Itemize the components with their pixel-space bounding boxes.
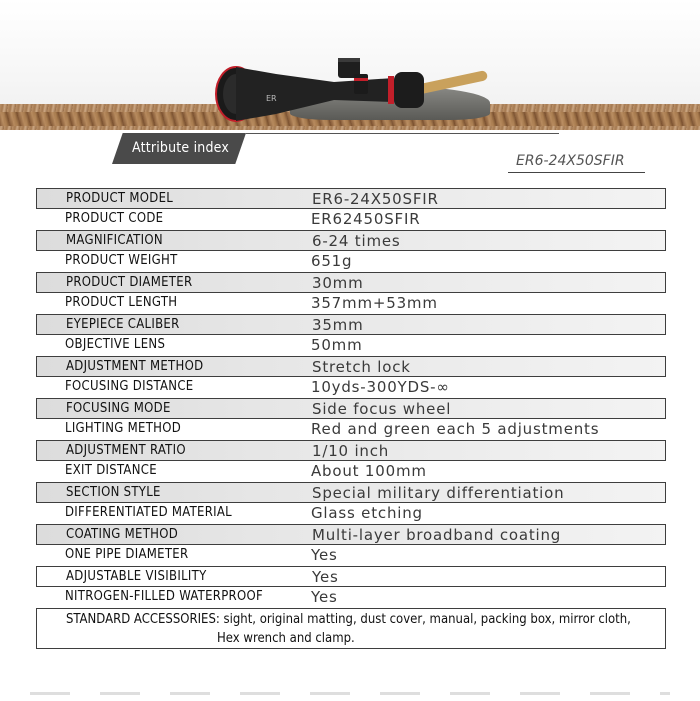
spec-value: 1/10 inch: [312, 442, 390, 460]
spec-label: ADJUSTMENT RATIO: [66, 443, 186, 458]
spec-value: Yes: [311, 546, 338, 564]
spec-row: [36, 314, 666, 335]
spec-row: [36, 461, 666, 482]
scope-brand-mark: ER: [266, 94, 277, 103]
spec-row: [36, 356, 666, 377]
spec-value: 35mm: [312, 316, 364, 334]
spec-row: [36, 440, 666, 461]
spec-label: ONE PIPE DIAMETER: [65, 547, 189, 562]
spec-label: MAGNIFICATION: [66, 233, 163, 248]
spec-value: Multi-layer broadband coating: [312, 526, 562, 544]
spec-value: 50mm: [311, 336, 363, 354]
spec-label: EYEPIECE CALIBER: [66, 317, 180, 332]
spec-label: PRODUCT CODE: [65, 211, 164, 226]
spec-value: Yes: [311, 588, 338, 606]
spec-label: PRODUCT DIAMETER: [66, 275, 193, 290]
spec-row: [36, 587, 666, 608]
spec-value: 30mm: [312, 274, 364, 292]
spec-label: PRODUCT LENGTH: [65, 295, 178, 310]
spec-row: [36, 503, 666, 524]
spec-label: ADJUSTMENT METHOD: [66, 359, 204, 374]
spec-row: [36, 188, 666, 209]
spec-value: 10yds-300YDS-∞: [311, 378, 450, 396]
spec-value: Stretch lock: [312, 358, 411, 376]
spec-value: Special military differentiation: [312, 484, 565, 502]
spec-label: LIGHTING METHOD: [65, 421, 182, 436]
spec-label: OBJECTIVE LENS: [65, 337, 166, 352]
section-tag: Attribute index: [132, 140, 230, 156]
spec-row: [36, 377, 666, 398]
spec-row: [36, 293, 666, 314]
spec-label: PRODUCT WEIGHT: [65, 253, 178, 268]
spec-row: [36, 524, 666, 545]
spec-value: Yes: [312, 568, 339, 586]
product-hero-image: [0, 0, 700, 130]
spec-row: [36, 419, 666, 440]
spec-row: [36, 566, 666, 587]
divider-line: [246, 133, 559, 134]
spec-value: 6-24 times: [312, 232, 401, 250]
spec-table: [36, 188, 666, 608]
spec-label: PRODUCT MODEL: [66, 191, 174, 206]
spec-label: DIFFERENTIATED MATERIAL: [65, 505, 232, 520]
spec-label: FOCUSING MODE: [66, 401, 171, 416]
spec-label: ADJUSTABLE VISIBILITY: [66, 569, 207, 584]
spec-row: [36, 272, 666, 293]
spec-row: [36, 251, 666, 272]
bottom-divider: [30, 692, 670, 695]
spec-value: Side focus wheel: [312, 400, 452, 418]
spec-value: 651g: [311, 252, 353, 270]
spec-value: About 100mm: [311, 462, 427, 480]
rifle-scope-image: [214, 52, 428, 124]
spec-value: 357mm+53mm: [311, 294, 438, 312]
spec-row: [36, 398, 666, 419]
spec-row: [36, 209, 666, 230]
spec-value: Glass etching: [311, 504, 423, 522]
model-tag: ER6-24X50SFIR: [516, 153, 625, 169]
accessories-text: STANDARD ACCESSORIES: sight, original matting, dust cover, manual, packing box, mirror cloth,: [66, 612, 631, 627]
accessories-text-continued: Hex wrench and clamp.: [217, 631, 355, 646]
spec-label: EXIT DISTANCE: [65, 463, 157, 478]
spec-label: COATING METHOD: [66, 527, 179, 542]
spec-label: FOCUSING DISTANCE: [65, 379, 194, 394]
spec-label: SECTION STYLE: [66, 485, 161, 500]
spec-value: ER6-24X50SFIR: [312, 190, 439, 208]
model-underline: [508, 172, 645, 173]
spec-label: NITROGEN-FILLED WATERPROOF: [65, 589, 264, 604]
spec-row: [36, 335, 666, 356]
spec-value: Red and green each 5 adjustments: [311, 420, 600, 438]
spec-value: ER62450SFIR: [311, 210, 421, 228]
spec-row: [36, 545, 666, 566]
spec-row: [36, 482, 666, 503]
standard-accessories-box: [36, 608, 666, 649]
spec-row: [36, 230, 666, 251]
